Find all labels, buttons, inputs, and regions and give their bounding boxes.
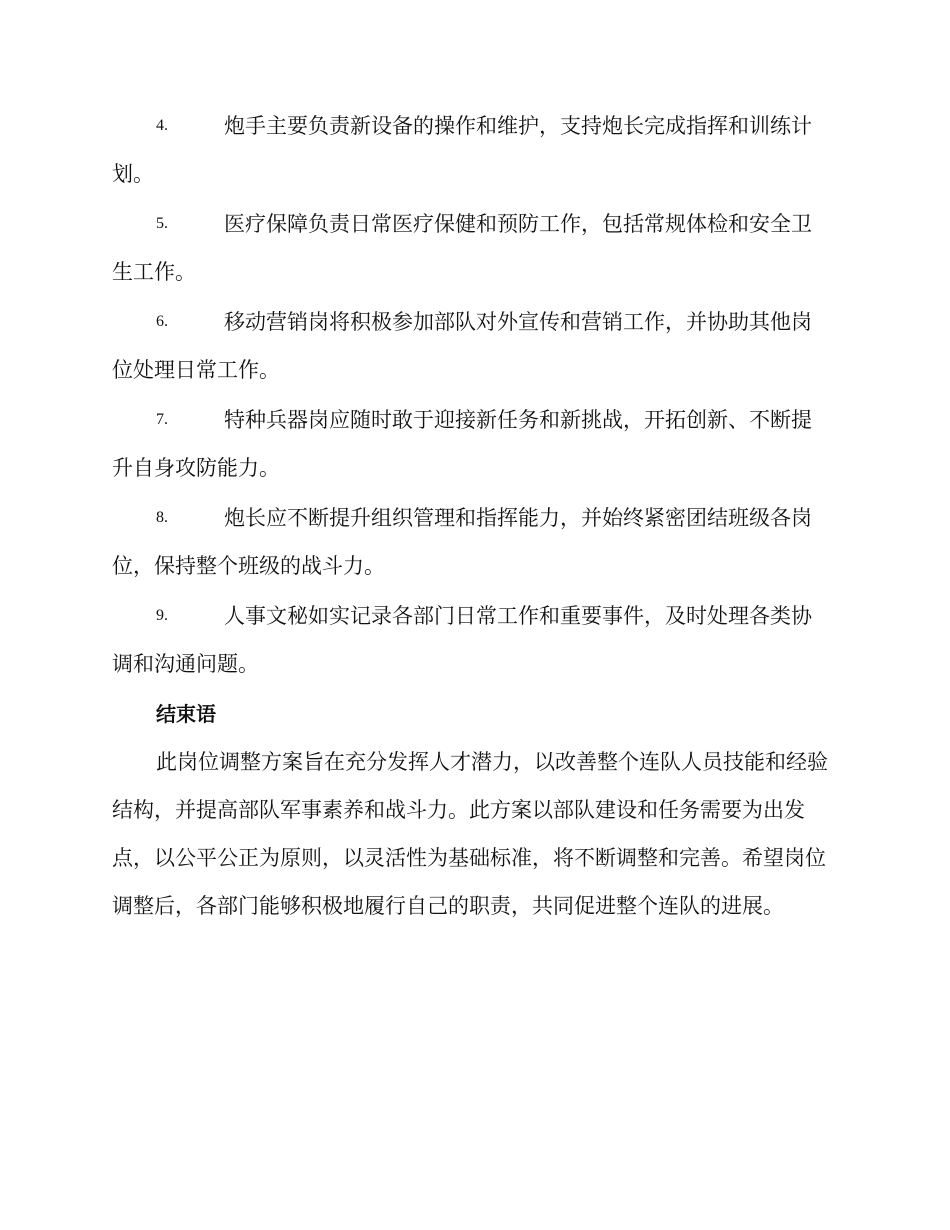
- list-item-text: 移动营销岗将积极参加部队对外宣传和营销工作，并协助其他岗位处理日常工作。: [112, 310, 812, 382]
- list-item-number: 6.: [156, 313, 168, 330]
- list-item: [112, 592, 832, 688]
- list-item: [112, 494, 832, 590]
- list-item-number: 8.: [156, 509, 168, 526]
- conclusion-paragraph: 此岗位调整方案旨在充分发挥人才潜力，以改善整个连队人员技能和经验结构，并提高部队军事素养和战斗力。此方案以部队建设和任务需要为出发点，以公平公正为原则，以灵活性为基础标准，将不断调整和完善。希望岗位调整后，各部门能够积极地履行自己的职责，共同促进整个连队的进展。: [112, 750, 828, 918]
- list-item-text: 人事文秘如实记录各部门日常工作和重要事件，及时处理各类协调和沟通问题。: [112, 604, 812, 676]
- list-item: [112, 102, 832, 198]
- list-item: [112, 200, 832, 296]
- list-item: [112, 396, 832, 492]
- list-item-text: 特种兵器岗应随时敢于迎接新任务和新挑战，开拓创新、不断提升自身攻防能力。: [112, 408, 812, 480]
- list-item-number: 4.: [156, 117, 168, 134]
- conclusion-heading: 结束语: [156, 702, 216, 726]
- list-item: [112, 298, 832, 394]
- document-body: [112, 102, 832, 930]
- list-item-text: 炮长应不断提升组织管理和指挥能力，并始终紧密团结班级各岗位，保持整个班级的战斗力。: [112, 506, 812, 578]
- list-item-text: 炮手主要负责新设备的操作和维护，支持炮长完成指挥和训练计划。: [112, 114, 812, 186]
- list-item-number: 9.: [156, 607, 168, 624]
- list-item-number: 5.: [156, 215, 168, 232]
- list-item-text: 医疗保障负责日常医疗保健和预防工作，包括常规体检和安全卫生工作。: [112, 212, 812, 284]
- list-item-number: 7.: [156, 411, 168, 428]
